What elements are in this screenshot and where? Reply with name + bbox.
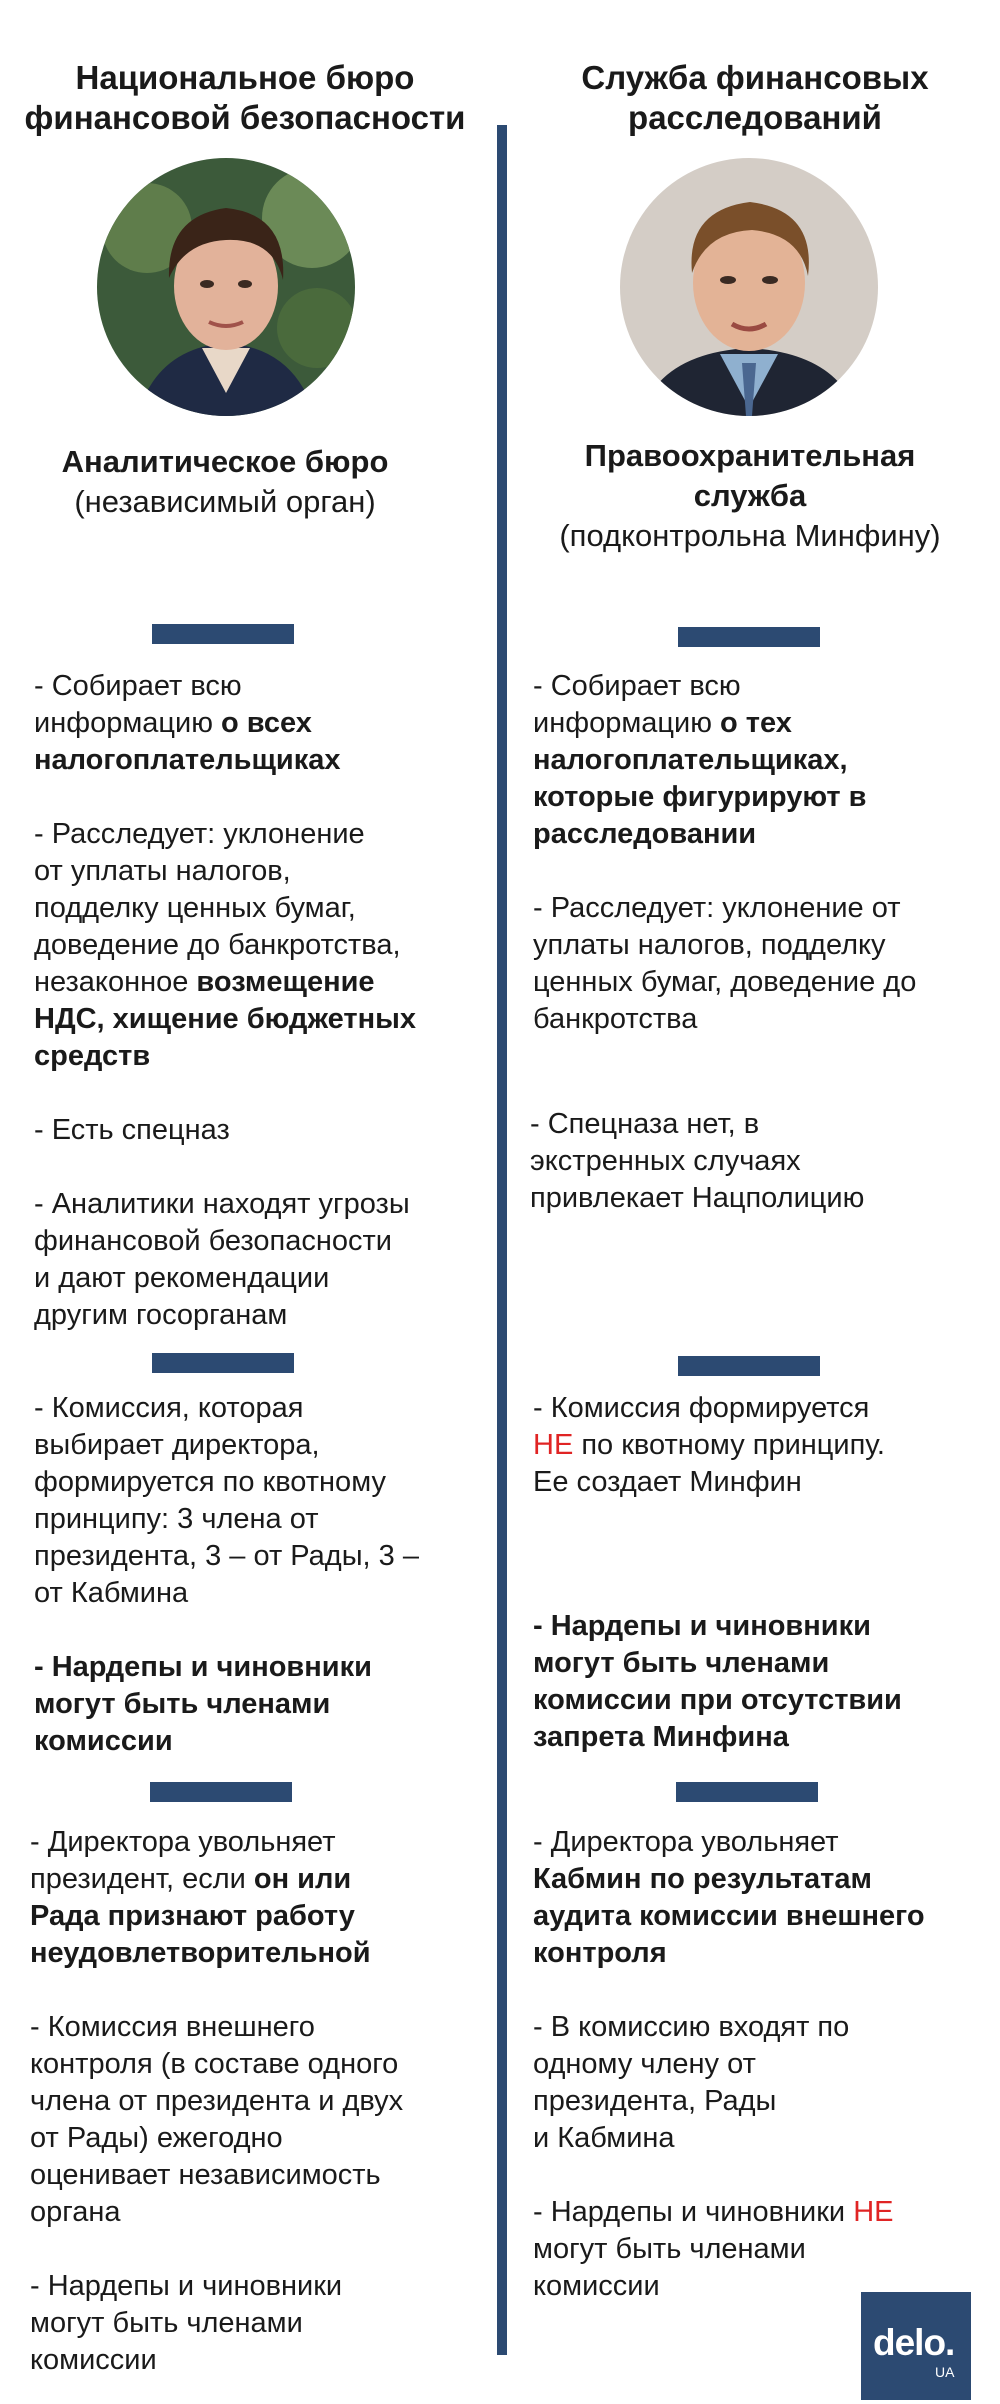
left-section-bar-1 bbox=[152, 624, 294, 644]
left-s2-paragraph-2: - Нардепы и чиновники могут быть членами комиссии bbox=[34, 1651, 372, 1757]
left-s1-paragraph-4: - Аналитики находят угрозы финансовой безопасности и дают рекомендации другим госорганам bbox=[34, 1188, 410, 1331]
right-section-3 bbox=[533, 1824, 998, 2305]
right-section-bar-2 bbox=[678, 1356, 820, 1376]
left-role: Аналитическое бюро (независимый орган) bbox=[61, 444, 389, 519]
right-column-title: Служба финансовых расследований bbox=[581, 59, 929, 136]
right-section-bar-3 bbox=[676, 1782, 818, 1802]
left-section-bar-3 bbox=[150, 1782, 292, 1802]
right-portrait-photo bbox=[620, 158, 878, 416]
left-s1-paragraph-3: - Есть спецназ bbox=[34, 1114, 230, 1146]
right-s2-paragraph-1: - Комиссия формируется НЕ по квотному принципу. Ее создает Минфин bbox=[533, 1392, 885, 1498]
left-s3-paragraph-2: - Комиссия внешнего контроля (в составе одного члена от президента и двух от Рады) ежегодно оценивает независимость органа bbox=[30, 2011, 404, 2228]
right-s3-paragraph-2: - В комиссию входят по одному члену от президента, Рады и Кабмина bbox=[533, 2011, 850, 2154]
left-column-title: Национальное бюро финансовой безопасности bbox=[24, 59, 466, 136]
left-section-2 bbox=[34, 1390, 494, 1760]
left-section-1 bbox=[34, 668, 494, 1334]
right-s1-paragraph-2: - Расследует: уклонение от уплаты налогов, подделку ценных бумаг, доведение до банкротства bbox=[533, 892, 917, 1035]
left-section-bar-2 bbox=[152, 1353, 294, 1373]
left-portrait-photo bbox=[97, 158, 355, 416]
right-section-2 bbox=[533, 1390, 998, 1501]
right-s1-paragraph-3: - Спецназа нет, в экстренных случаях привлекает Нацполицию bbox=[530, 1108, 865, 1214]
woman-portrait-icon bbox=[97, 158, 355, 416]
right-s3-paragraph-1: - Директора увольняет Кабмин по результатам аудита комиссии внешнего контроля bbox=[533, 1826, 925, 1969]
right-section-bar-1 bbox=[678, 627, 820, 647]
right-s1-paragraph-1: - Собирает всю информацию о тех налогоплательщиках, которые фигурируют в расследовании bbox=[533, 670, 867, 850]
logo-sub: UA bbox=[935, 2364, 955, 2380]
logo-word: delo. bbox=[873, 2322, 955, 2363]
right-s2-paragraph-2: - Нардепы и чиновники могут быть членами комиссии при отсутствии запрета Минфина bbox=[533, 1610, 902, 1753]
right-role: Правоохранительная служба (подконтрольна Минфину) bbox=[559, 438, 941, 553]
left-s3-paragraph-3: - Нардепы и чиновники могут быть членами комиссии bbox=[30, 2270, 343, 2376]
right-section-1-special-forces bbox=[530, 1106, 995, 1217]
left-s1-paragraph-2: - Расследует: уклонение от уплаты налогов, подделку ценных бумаг, доведение до банкротства, незаконное возмещение НДС, хищение бюджетных средств bbox=[34, 818, 416, 1072]
right-section-1 bbox=[533, 668, 998, 1038]
delo-ua-logo bbox=[861, 2292, 971, 2400]
left-section-3 bbox=[30, 1824, 494, 2379]
right-section-2-deputies bbox=[533, 1608, 998, 1756]
left-s3-paragraph-1: - Директора увольняет президент, если он или Рада признают работу неудовлетворительной bbox=[30, 1826, 371, 1969]
man-portrait-icon bbox=[620, 158, 878, 416]
left-s1-paragraph-1: - Собирает всю информацию о всех налогоплательщиках bbox=[34, 670, 341, 776]
right-s3-paragraph-3: - Нардепы и чиновники НЕ могут быть членами комиссии bbox=[533, 2196, 894, 2302]
left-s2-paragraph-1: - Комиссия, которая выбирает директора, формируется по квотному принципу: 3 члена от президента, 3 – от Рады, 3 – от Кабмина bbox=[34, 1392, 419, 1609]
